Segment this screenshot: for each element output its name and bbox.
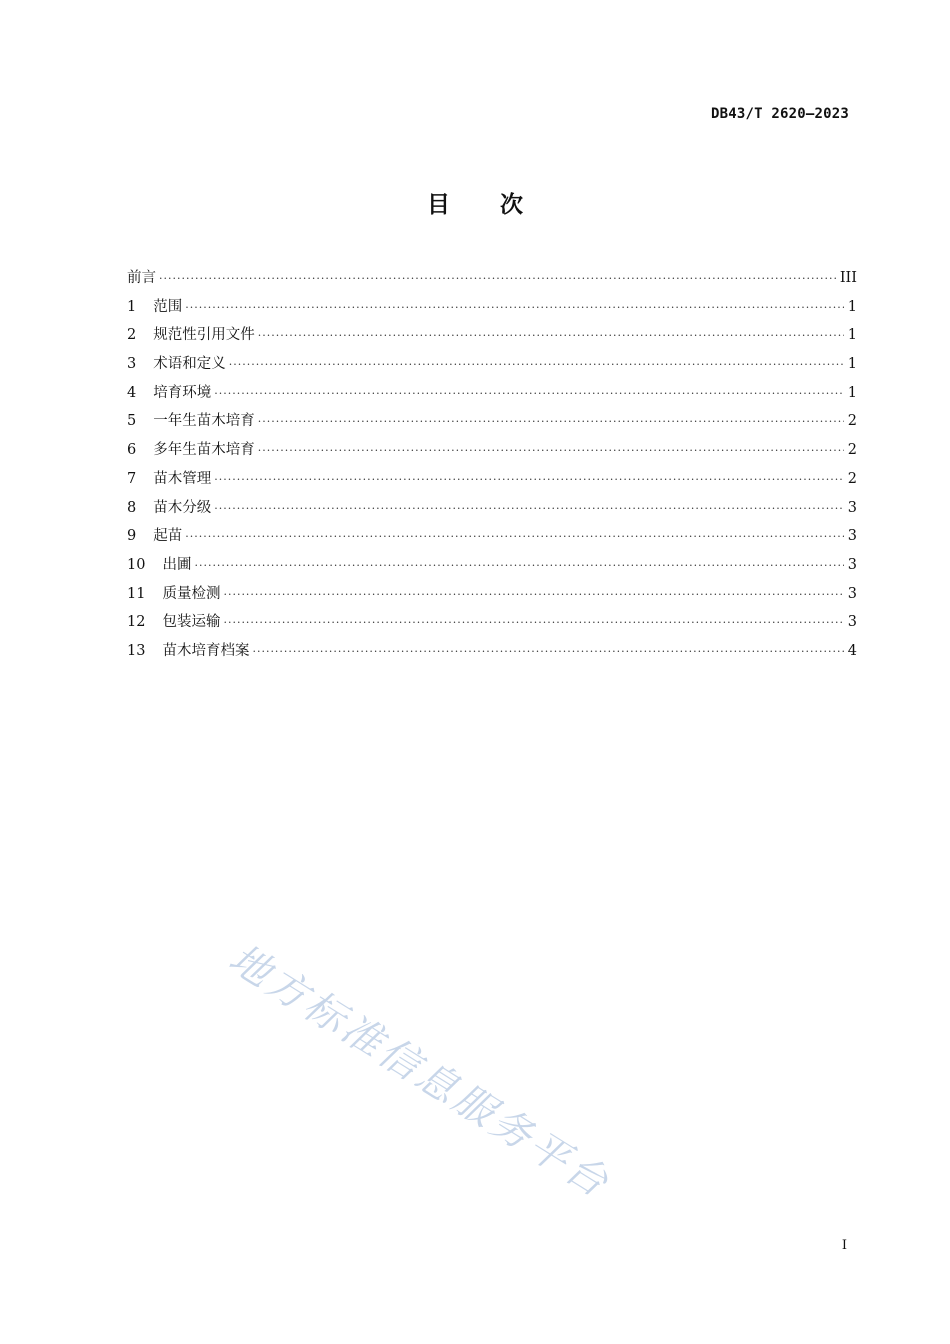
toc-entry-page: 3: [847, 585, 857, 602]
toc-entry-label: 多年生苗木培育: [153, 442, 255, 459]
toc-entry-number: 3: [127, 356, 137, 373]
toc-leader-dots: [223, 588, 844, 601]
toc-entry-page: 3: [847, 614, 857, 631]
toc-entry-number: 10: [127, 556, 146, 573]
toc-leader-dots: [214, 473, 844, 486]
toc-entry-number: 5: [127, 413, 137, 430]
toc-entry-label: 规范性引用文件: [153, 327, 255, 344]
toc-leader-dots: [223, 616, 844, 629]
toc-entry[interactable]: [127, 582, 857, 611]
toc-entry[interactable]: [127, 352, 857, 381]
toc-entry-page: 2: [847, 413, 857, 430]
toc-leader-dots: [258, 329, 844, 342]
toc-entry-page: 3: [847, 556, 857, 573]
toc-entry[interactable]: [127, 610, 857, 639]
toc-leader-dots: [252, 645, 844, 658]
toc-entry[interactable]: [127, 524, 857, 553]
toc-entry-label: 苗木管理: [153, 470, 212, 487]
toc-entry-page: 1: [847, 327, 857, 344]
toc-leader-dots: [185, 301, 844, 314]
toc-entry-label: 起苗: [153, 528, 183, 545]
watermark: 地方标准信息服务平台: [220, 935, 619, 1208]
toc-entry-page: 1: [847, 356, 857, 373]
toc-entry-page: III: [839, 270, 857, 286]
toc-entry-number: 12: [127, 614, 146, 631]
toc-entry-label: 前言: [127, 270, 156, 286]
toc-entry[interactable]: [127, 295, 857, 324]
toc-title-char: 次: [500, 192, 523, 218]
toc-entry[interactable]: [127, 496, 857, 525]
toc-entry-number: 1: [127, 298, 137, 315]
toc-entry[interactable]: [127, 409, 857, 438]
toc-entry-label: 苗木分级: [153, 499, 212, 516]
toc-leader-dots: [214, 502, 844, 515]
toc-entry-number: 13: [127, 642, 146, 659]
table-of-contents: [127, 266, 857, 668]
toc-leader-dots: [185, 530, 844, 543]
toc-leader-dots: [258, 415, 844, 428]
toc-entry-label: 包装运输: [162, 614, 221, 631]
toc-title: [0, 186, 950, 219]
toc-entry-page: 1: [847, 384, 857, 401]
toc-entry-label: 质量检测: [162, 585, 221, 602]
toc-entry[interactable]: [127, 266, 857, 295]
standard-code: DB43/T 2620—2023: [710, 106, 849, 122]
page-number: I: [841, 1238, 847, 1253]
toc-entry-page: 2: [847, 470, 857, 487]
toc-entry-page: 3: [847, 499, 857, 516]
toc-leader-dots: [258, 444, 844, 457]
toc-title-char: 目: [427, 192, 450, 218]
toc-entry-label: 一年生苗木培育: [153, 413, 255, 430]
toc-entry-number: 9: [127, 528, 137, 545]
toc-entry-page: 2: [847, 442, 857, 459]
toc-leader-dots: [159, 272, 837, 285]
toc-entry-page: 4: [847, 642, 857, 659]
toc-entry-page: 3: [847, 528, 857, 545]
toc-entry[interactable]: [127, 639, 857, 668]
toc-entry-number: 2: [127, 327, 137, 344]
toc-entry-number: 11: [127, 585, 146, 602]
toc-entry-label: 出圃: [162, 556, 192, 573]
toc-entry[interactable]: [127, 467, 857, 496]
toc-leader-dots: [214, 387, 844, 400]
toc-entry-number: 4: [127, 384, 137, 401]
toc-entry[interactable]: [127, 553, 857, 582]
toc-leader-dots: [229, 358, 844, 371]
toc-entry[interactable]: [127, 438, 857, 467]
toc-entry[interactable]: [127, 381, 857, 410]
toc-entry[interactable]: [127, 323, 857, 352]
toc-entry-number: 8: [127, 499, 137, 516]
toc-entry-page: 1: [847, 298, 857, 315]
toc-entry-label: 范围: [153, 298, 183, 315]
toc-entry-number: 6: [127, 442, 137, 459]
toc-entry-label: 术语和定义: [153, 356, 226, 373]
toc-entry-number: 7: [127, 470, 137, 487]
toc-entry-label: 苗木培育档案: [162, 642, 250, 659]
toc-entry-label: 培育环境: [153, 384, 212, 401]
toc-leader-dots: [194, 559, 844, 572]
